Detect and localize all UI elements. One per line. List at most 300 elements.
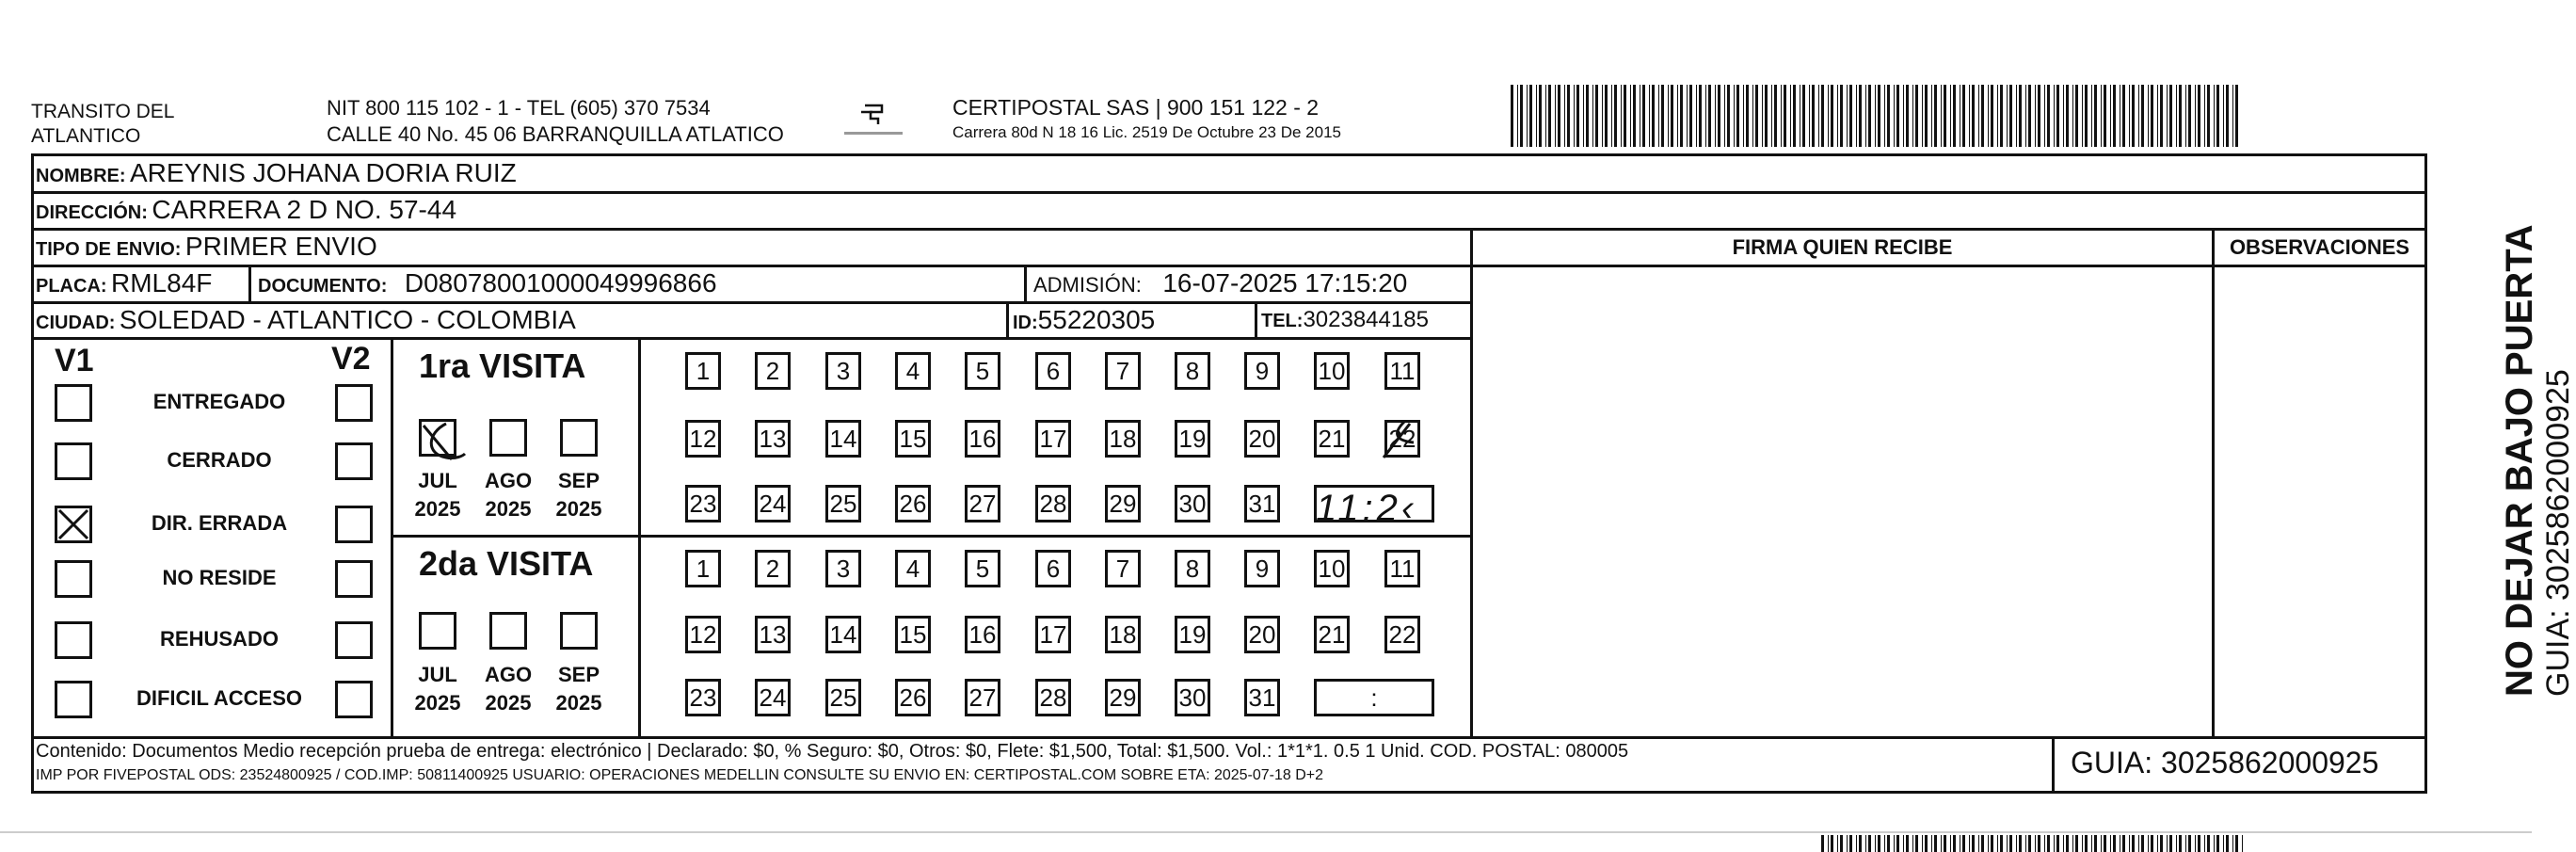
barcode-bar — [1724, 85, 1725, 147]
barcode-bar — [1941, 85, 1942, 147]
barcode-bar — [2038, 85, 2040, 147]
barcode-bar — [1856, 835, 1857, 852]
barcode-bar — [1988, 835, 1989, 852]
day-box[interactable]: 22 — [1384, 420, 1420, 458]
barcode-bar — [2082, 85, 2083, 147]
barcode-bar — [1884, 835, 1885, 852]
barcode-bar — [2025, 85, 2026, 147]
barcode-bar — [1605, 85, 1608, 147]
barcode-bar — [1896, 85, 1899, 147]
side-warning: NO DEJAR BAJO PUERTA — [2499, 224, 2540, 697]
carrier-name: CERTIPOSTAL SAS | 900 151 122 - 2 — [952, 95, 1320, 120]
v1-checkbox[interactable] — [55, 621, 92, 659]
v1-checkbox[interactable] — [55, 681, 92, 718]
day-box[interactable]: 6 — [1035, 352, 1071, 390]
day-box[interactable]: 9 — [1244, 550, 1280, 587]
barcode-bar — [1595, 85, 1598, 147]
day-box[interactable]: 5 — [965, 550, 1000, 587]
barcode-bar — [2072, 835, 2073, 852]
issuer-line-1: TRANSITO DEL — [31, 101, 175, 122]
address-value: CARRERA 2 D NO. 57-44 — [152, 195, 457, 224]
day-box[interactable]: 9 — [1244, 352, 1280, 390]
barcode-bar — [1903, 835, 1904, 852]
barcode-bar — [2000, 85, 2003, 147]
barcode-bar — [2151, 835, 2153, 852]
barcode-bar — [1812, 85, 1815, 147]
barcode-bar — [2188, 835, 2191, 852]
barcode-bar — [1837, 835, 1838, 852]
barcode-bar — [1981, 85, 1984, 147]
day-box[interactable]: 25 — [825, 485, 861, 522]
barcode-bar — [2132, 85, 2135, 147]
month-label: AGO — [484, 663, 533, 686]
barcode-bar — [2157, 835, 2158, 852]
day-box[interactable]: 15 — [895, 616, 931, 653]
barcode-bar — [1614, 85, 1617, 147]
issuer-address: CALLE 40 No. 45 06 BARRANQUILLA ATLATICO — [327, 122, 784, 146]
barcode-bar — [1555, 85, 1556, 147]
barcode-bar — [2204, 835, 2205, 852]
barcode-bar — [1624, 85, 1626, 147]
barcode-bar — [2044, 85, 2045, 147]
day-22-mark-icon — [1376, 414, 1423, 467]
day-box[interactable]: 17 — [1035, 616, 1071, 653]
barcode-bar — [2176, 85, 2177, 147]
month-label: SEP — [557, 663, 600, 686]
tel-label: TEL: — [1261, 311, 1304, 331]
status-option-label: NO RESIDE — [162, 566, 277, 589]
barcode-bar — [1894, 85, 1895, 147]
day-box[interactable]: 27 — [965, 485, 1000, 522]
day-box[interactable]: 18 — [1105, 420, 1141, 458]
barcode-bar — [2113, 835, 2116, 852]
barcode-bar — [2198, 85, 2200, 147]
barcode-bar — [2226, 835, 2229, 852]
v2-checkbox[interactable] — [335, 560, 373, 598]
month-label: AGO — [484, 469, 533, 492]
barcode-bar — [1734, 85, 1735, 147]
barcode-bar — [1915, 835, 1918, 852]
admission-field — [1033, 266, 1407, 305]
barcode-bar — [1705, 85, 1706, 147]
barcode-bar — [1849, 835, 1852, 852]
day-box[interactable]: 3 — [825, 550, 861, 587]
v2-checkbox[interactable] — [335, 621, 373, 659]
month-checkbox[interactable] — [560, 612, 598, 650]
day-box[interactable]: 10 — [1314, 550, 1350, 587]
barcode-bar — [1849, 85, 1852, 147]
barcode-bar — [2101, 835, 2102, 852]
barcode-bar — [1545, 85, 1546, 147]
barcode-bar — [2063, 835, 2064, 852]
barcode-bar — [2157, 85, 2158, 147]
barcode-bar — [1868, 835, 1871, 852]
month-checkbox[interactable] — [419, 612, 456, 650]
barcode-bar — [1953, 835, 1956, 852]
city-value: SOLEDAD - ATLANTICO - COLOMBIA — [119, 305, 576, 334]
barcode-bar — [1802, 85, 1805, 147]
first-visit-time-handwritten: 11:2‹ — [1316, 488, 1418, 529]
barcode-bar — [1887, 85, 1890, 147]
barcode-bar — [1818, 85, 1819, 147]
day-box[interactable]: 11 — [1384, 550, 1420, 587]
day-box[interactable]: 31 — [1244, 679, 1280, 716]
barcode-bar — [2101, 85, 2102, 147]
barcode-bar — [1708, 85, 1711, 147]
barcode-bar — [2009, 835, 2012, 852]
barcode-bar — [2138, 835, 2139, 852]
first-visit-title: 1ra VISITA — [419, 346, 586, 385]
admission-value: 16-07-2025 17:15:20 — [1162, 268, 1408, 297]
day-box[interactable]: 28 — [1035, 485, 1071, 522]
v2-checkbox[interactable] — [335, 384, 373, 422]
barcode-bar — [2151, 85, 2153, 147]
time-box[interactable]: : — [1314, 679, 1434, 716]
day-box[interactable]: 21 — [1314, 616, 1350, 653]
address-field — [36, 193, 456, 232]
v1-checkbox[interactable] — [55, 506, 92, 543]
day-box[interactable]: 17 — [1035, 420, 1071, 458]
barcode-bar — [1972, 835, 1975, 852]
barcode-bar — [1774, 85, 1777, 147]
barcode-bar — [1548, 85, 1551, 147]
barcode-bar — [2141, 85, 2144, 147]
day-box[interactable]: 21 — [1314, 420, 1350, 458]
day-box[interactable]: 8 — [1175, 550, 1210, 587]
barcode-bar — [2195, 835, 2196, 852]
barcode-bar — [2019, 835, 2022, 852]
barcode-bar — [1896, 835, 1899, 852]
barcode-bar — [1658, 85, 1659, 147]
barcode-bar — [2075, 85, 2078, 147]
barcode-bar — [2054, 835, 2055, 852]
month-checkbox[interactable] — [560, 419, 598, 457]
barcode-bar — [2148, 85, 2149, 147]
barcode-bar — [2122, 835, 2125, 852]
barcode-bar — [1887, 835, 1890, 852]
day-box[interactable]: 2 — [755, 550, 791, 587]
barcode-bar — [1821, 835, 1824, 852]
barcode-bar — [1689, 85, 1692, 147]
barcode-bar — [1680, 85, 1683, 147]
side-text — [2499, 169, 2576, 697]
barcode-bar — [2047, 85, 2050, 147]
barcode-bar — [1988, 85, 1989, 147]
barcode-bar — [1978, 835, 1979, 852]
barcode-bar — [1536, 85, 1537, 147]
barcode-bar — [2082, 835, 2083, 852]
side-guide-number: GUIA: 3025862000925 — [2540, 369, 2576, 697]
signature-header: FIRMA QUIEN RECIBE — [1732, 235, 1953, 259]
day-box[interactable]: 25 — [825, 679, 861, 716]
day-box[interactable]: 3 — [825, 352, 861, 390]
barcode-bar — [1847, 835, 1848, 852]
month-checkbox[interactable] — [489, 612, 527, 650]
barcode-bar — [1962, 835, 1965, 852]
day-box[interactable]: 26 — [895, 679, 931, 716]
month-checkbox[interactable] — [489, 419, 527, 457]
barcode-bar — [1884, 85, 1885, 147]
barcode-bar — [1755, 85, 1758, 147]
barcode-bar — [1574, 85, 1575, 147]
barcode-bar — [2198, 835, 2200, 852]
barcode-bar — [1903, 85, 1904, 147]
day-box[interactable]: 14 — [825, 616, 861, 653]
barcode-bar — [2016, 835, 2017, 852]
day-box[interactable]: 12 — [685, 420, 721, 458]
barcode-bar — [1991, 835, 1993, 852]
barcode-bar — [2148, 835, 2149, 852]
barcode-bar — [1931, 835, 1932, 852]
day-box[interactable]: 16 — [965, 616, 1000, 653]
barcode-bar — [2072, 85, 2073, 147]
day-box[interactable]: 11 — [1384, 352, 1420, 390]
barcode-bar — [2085, 835, 2088, 852]
barcode-bar — [2104, 835, 2106, 852]
barcode-bar — [1856, 85, 1857, 147]
barcode-bar — [1520, 85, 1523, 147]
barcode-bar — [1847, 85, 1848, 147]
barcode-bar — [1828, 85, 1829, 147]
barcode-bar — [2141, 835, 2144, 852]
barcode-bar — [1564, 85, 1565, 147]
day-box[interactable]: 1 — [685, 352, 721, 390]
barcode-bar — [1696, 85, 1697, 147]
barcode-bar — [2242, 835, 2243, 852]
barcode-bar — [2167, 835, 2168, 852]
day-box[interactable]: 30 — [1175, 679, 1210, 716]
barcode-bar — [1894, 835, 1895, 852]
barcode-bar — [1677, 85, 1678, 147]
day-box[interactable]: 5 — [965, 352, 1000, 390]
barcode-bar — [2235, 85, 2238, 147]
v1-checkbox[interactable] — [55, 560, 92, 598]
barcode-bar — [1934, 85, 1937, 147]
barcode-bar — [1962, 85, 1965, 147]
day-box[interactable]: 23 — [685, 679, 721, 716]
barcode-bar — [1868, 85, 1871, 147]
barcode-bar — [2160, 835, 2163, 852]
barcode-bar — [2216, 85, 2219, 147]
barcode-bar — [1859, 835, 1862, 852]
status-option-label: DIFICIL ACCESO — [136, 686, 302, 710]
barcode-bar — [2085, 85, 2088, 147]
day-box[interactable]: 24 — [755, 485, 791, 522]
barcode-bar — [2056, 835, 2059, 852]
day-box[interactable]: 6 — [1035, 550, 1071, 587]
day-box[interactable]: 7 — [1105, 352, 1141, 390]
day-box[interactable]: 18 — [1105, 616, 1141, 653]
barcode-bar — [1611, 85, 1612, 147]
day-box[interactable]: 20 — [1244, 616, 1280, 653]
name-field — [36, 156, 517, 195]
barcode-bar — [1633, 85, 1636, 147]
barcode-bar — [1743, 85, 1744, 147]
barcode-bar — [1912, 835, 1913, 852]
day-box[interactable]: 27 — [965, 679, 1000, 716]
v2-checkbox[interactable] — [335, 681, 373, 718]
barcode-bar — [1652, 85, 1655, 147]
barcode-bar — [1865, 835, 1866, 852]
footer-contents: Contenido: Documentos Medio recepción prueba de entrega: electrónico | Declarado: $0, % Seguro: $0, Otros: $0, Flete: $1,500, Total: $1,500. Vol.: 1*1*1. 0.5 1 Unid. COD. POSTAL: 080005 — [36, 741, 1629, 762]
barcode-bar — [2232, 85, 2233, 147]
year-label: 2025 — [555, 497, 602, 521]
barcode-bar — [2019, 85, 2022, 147]
barcode-bar — [2016, 85, 2017, 147]
barcode-bar — [1511, 85, 1513, 147]
day-box[interactable]: 24 — [755, 679, 791, 716]
barcode — [1511, 85, 2240, 147]
barcode-bar — [1878, 85, 1880, 147]
barcode-bar — [1837, 85, 1838, 147]
barcode-bar — [2207, 835, 2210, 852]
day-box[interactable]: 13 — [755, 616, 791, 653]
day-box[interactable]: 22 — [1384, 616, 1420, 653]
carrier-info — [952, 94, 1341, 145]
v1-checkbox[interactable] — [55, 384, 92, 422]
tel-value: 3023844185 — [1303, 307, 1429, 332]
day-box[interactable]: 8 — [1175, 352, 1210, 390]
v2-checkbox[interactable] — [335, 442, 373, 480]
barcode-bar — [2122, 85, 2125, 147]
year-label: 2025 — [485, 691, 532, 715]
barcode-bar — [2176, 835, 2177, 852]
barcode-bar — [1831, 835, 1833, 852]
barcode-bar — [1953, 85, 1956, 147]
send-type-field — [36, 230, 377, 268]
day-box[interactable]: 30 — [1175, 485, 1210, 522]
barcode-bar — [1671, 85, 1673, 147]
day-box[interactable]: 19 — [1175, 420, 1210, 458]
day-box[interactable]: 1 — [685, 550, 721, 587]
barcode-bar — [1865, 85, 1866, 147]
barcode-bar — [2000, 835, 2003, 852]
day-box[interactable]: 13 — [755, 420, 791, 458]
day-box[interactable]: 31 — [1244, 485, 1280, 522]
barcode-bar — [1592, 85, 1593, 147]
barcode-bar — [2056, 85, 2059, 147]
barcode-bar — [1699, 85, 1702, 147]
barcode-bar — [1781, 85, 1782, 147]
barcode-bar — [1922, 835, 1923, 852]
barcode-bar — [1859, 85, 1862, 147]
barcode-bar — [1941, 835, 1942, 852]
barcode-bar — [1809, 85, 1810, 147]
barcode-bar — [1821, 85, 1824, 147]
barcode-bar — [2007, 85, 2008, 147]
status-option-label: CERRADO — [167, 448, 272, 472]
barcode-bar — [2223, 85, 2224, 147]
barcode-bar — [2132, 835, 2135, 852]
barcode-bar — [1790, 85, 1791, 147]
barcode-bar — [1567, 85, 1570, 147]
barcode-bar — [2226, 85, 2229, 147]
day-box[interactable]: 23 — [685, 485, 721, 522]
id-field — [1013, 303, 1155, 342]
barcode-bar — [1784, 85, 1786, 147]
barcode-bar — [2038, 835, 2040, 852]
barcode-bar — [2094, 835, 2097, 852]
barcode-bar — [2094, 85, 2097, 147]
day-box[interactable]: 28 — [1035, 679, 1071, 716]
v1-checkbox[interactable] — [55, 442, 92, 480]
issuer-contact — [327, 95, 784, 148]
year-label: 2025 — [555, 691, 602, 715]
day-box[interactable]: 16 — [965, 420, 1000, 458]
barcode-bar — [1661, 85, 1664, 147]
month-label: JUL — [418, 663, 457, 686]
barcode-bar — [1630, 85, 1631, 147]
x-mark-icon — [57, 508, 89, 540]
day-box[interactable]: 4 — [895, 550, 931, 587]
barcode-bar — [1950, 835, 1951, 852]
year-label: 2025 — [485, 497, 532, 521]
barcode-bar — [2185, 835, 2186, 852]
barcode-bar — [1793, 85, 1796, 147]
day-box[interactable]: 29 — [1105, 485, 1141, 522]
day-box[interactable]: 4 — [895, 352, 931, 390]
plate-label: PLACA: — [36, 276, 107, 297]
barcode-bar — [2179, 835, 2182, 852]
day-box[interactable]: 20 — [1244, 420, 1280, 458]
month-label: SEP — [557, 469, 600, 492]
barcode-bar — [2035, 85, 2036, 147]
barcode-bar — [1922, 85, 1923, 147]
barcode-bar — [2091, 835, 2092, 852]
day-box[interactable]: 29 — [1105, 679, 1141, 716]
barcode-bar — [1762, 85, 1763, 147]
barcode-bar — [1997, 835, 1998, 852]
day-box[interactable]: 7 — [1105, 550, 1141, 587]
barcode-bar — [1840, 835, 1843, 852]
address-label: DIRECCIÓN: — [36, 202, 148, 223]
barcode-bar — [2025, 835, 2026, 852]
barcode-bar — [1950, 85, 1951, 147]
barcode-bar — [1906, 835, 1909, 852]
barcode-bar — [2028, 85, 2031, 147]
day-box[interactable]: 2 — [755, 352, 791, 390]
issuer-line-2: ATLANTICO — [31, 125, 141, 147]
day-box[interactable]: 15 — [895, 420, 931, 458]
day-box[interactable]: 12 — [685, 616, 721, 653]
barcode-bar — [2110, 85, 2111, 147]
barcode-bar — [1586, 85, 1589, 147]
v2-checkbox[interactable] — [335, 506, 373, 543]
barcode-bar — [2214, 835, 2215, 852]
barcode-bar — [1831, 85, 1833, 147]
day-box[interactable]: 19 — [1175, 616, 1210, 653]
admission-label: ADMISIÓN: — [1033, 273, 1142, 297]
barcode-bar — [2113, 85, 2116, 147]
day-box[interactable]: 26 — [895, 485, 931, 522]
barcode-bar — [2066, 85, 2069, 147]
day-box[interactable]: 10 — [1314, 352, 1350, 390]
document-value: D08078001000049996866 — [404, 268, 717, 297]
nit-line: NIT 800 115 102 - 1 - TEL (605) 370 7534 — [327, 96, 711, 120]
barcode-bar — [2195, 85, 2196, 147]
barcode-bar — [2185, 85, 2186, 147]
status-option-label: ENTREGADO — [152, 390, 286, 413]
year-label: 2025 — [414, 497, 461, 521]
barcode-bar — [1602, 85, 1603, 147]
barcode-bar — [1539, 85, 1542, 147]
barcode-bar — [2110, 835, 2111, 852]
barcode-bar — [1925, 85, 1928, 147]
barcode-bar — [2075, 835, 2078, 852]
barcode-bar — [1752, 85, 1753, 147]
day-box[interactable]: 14 — [825, 420, 861, 458]
v1-header: V1 — [55, 343, 94, 378]
